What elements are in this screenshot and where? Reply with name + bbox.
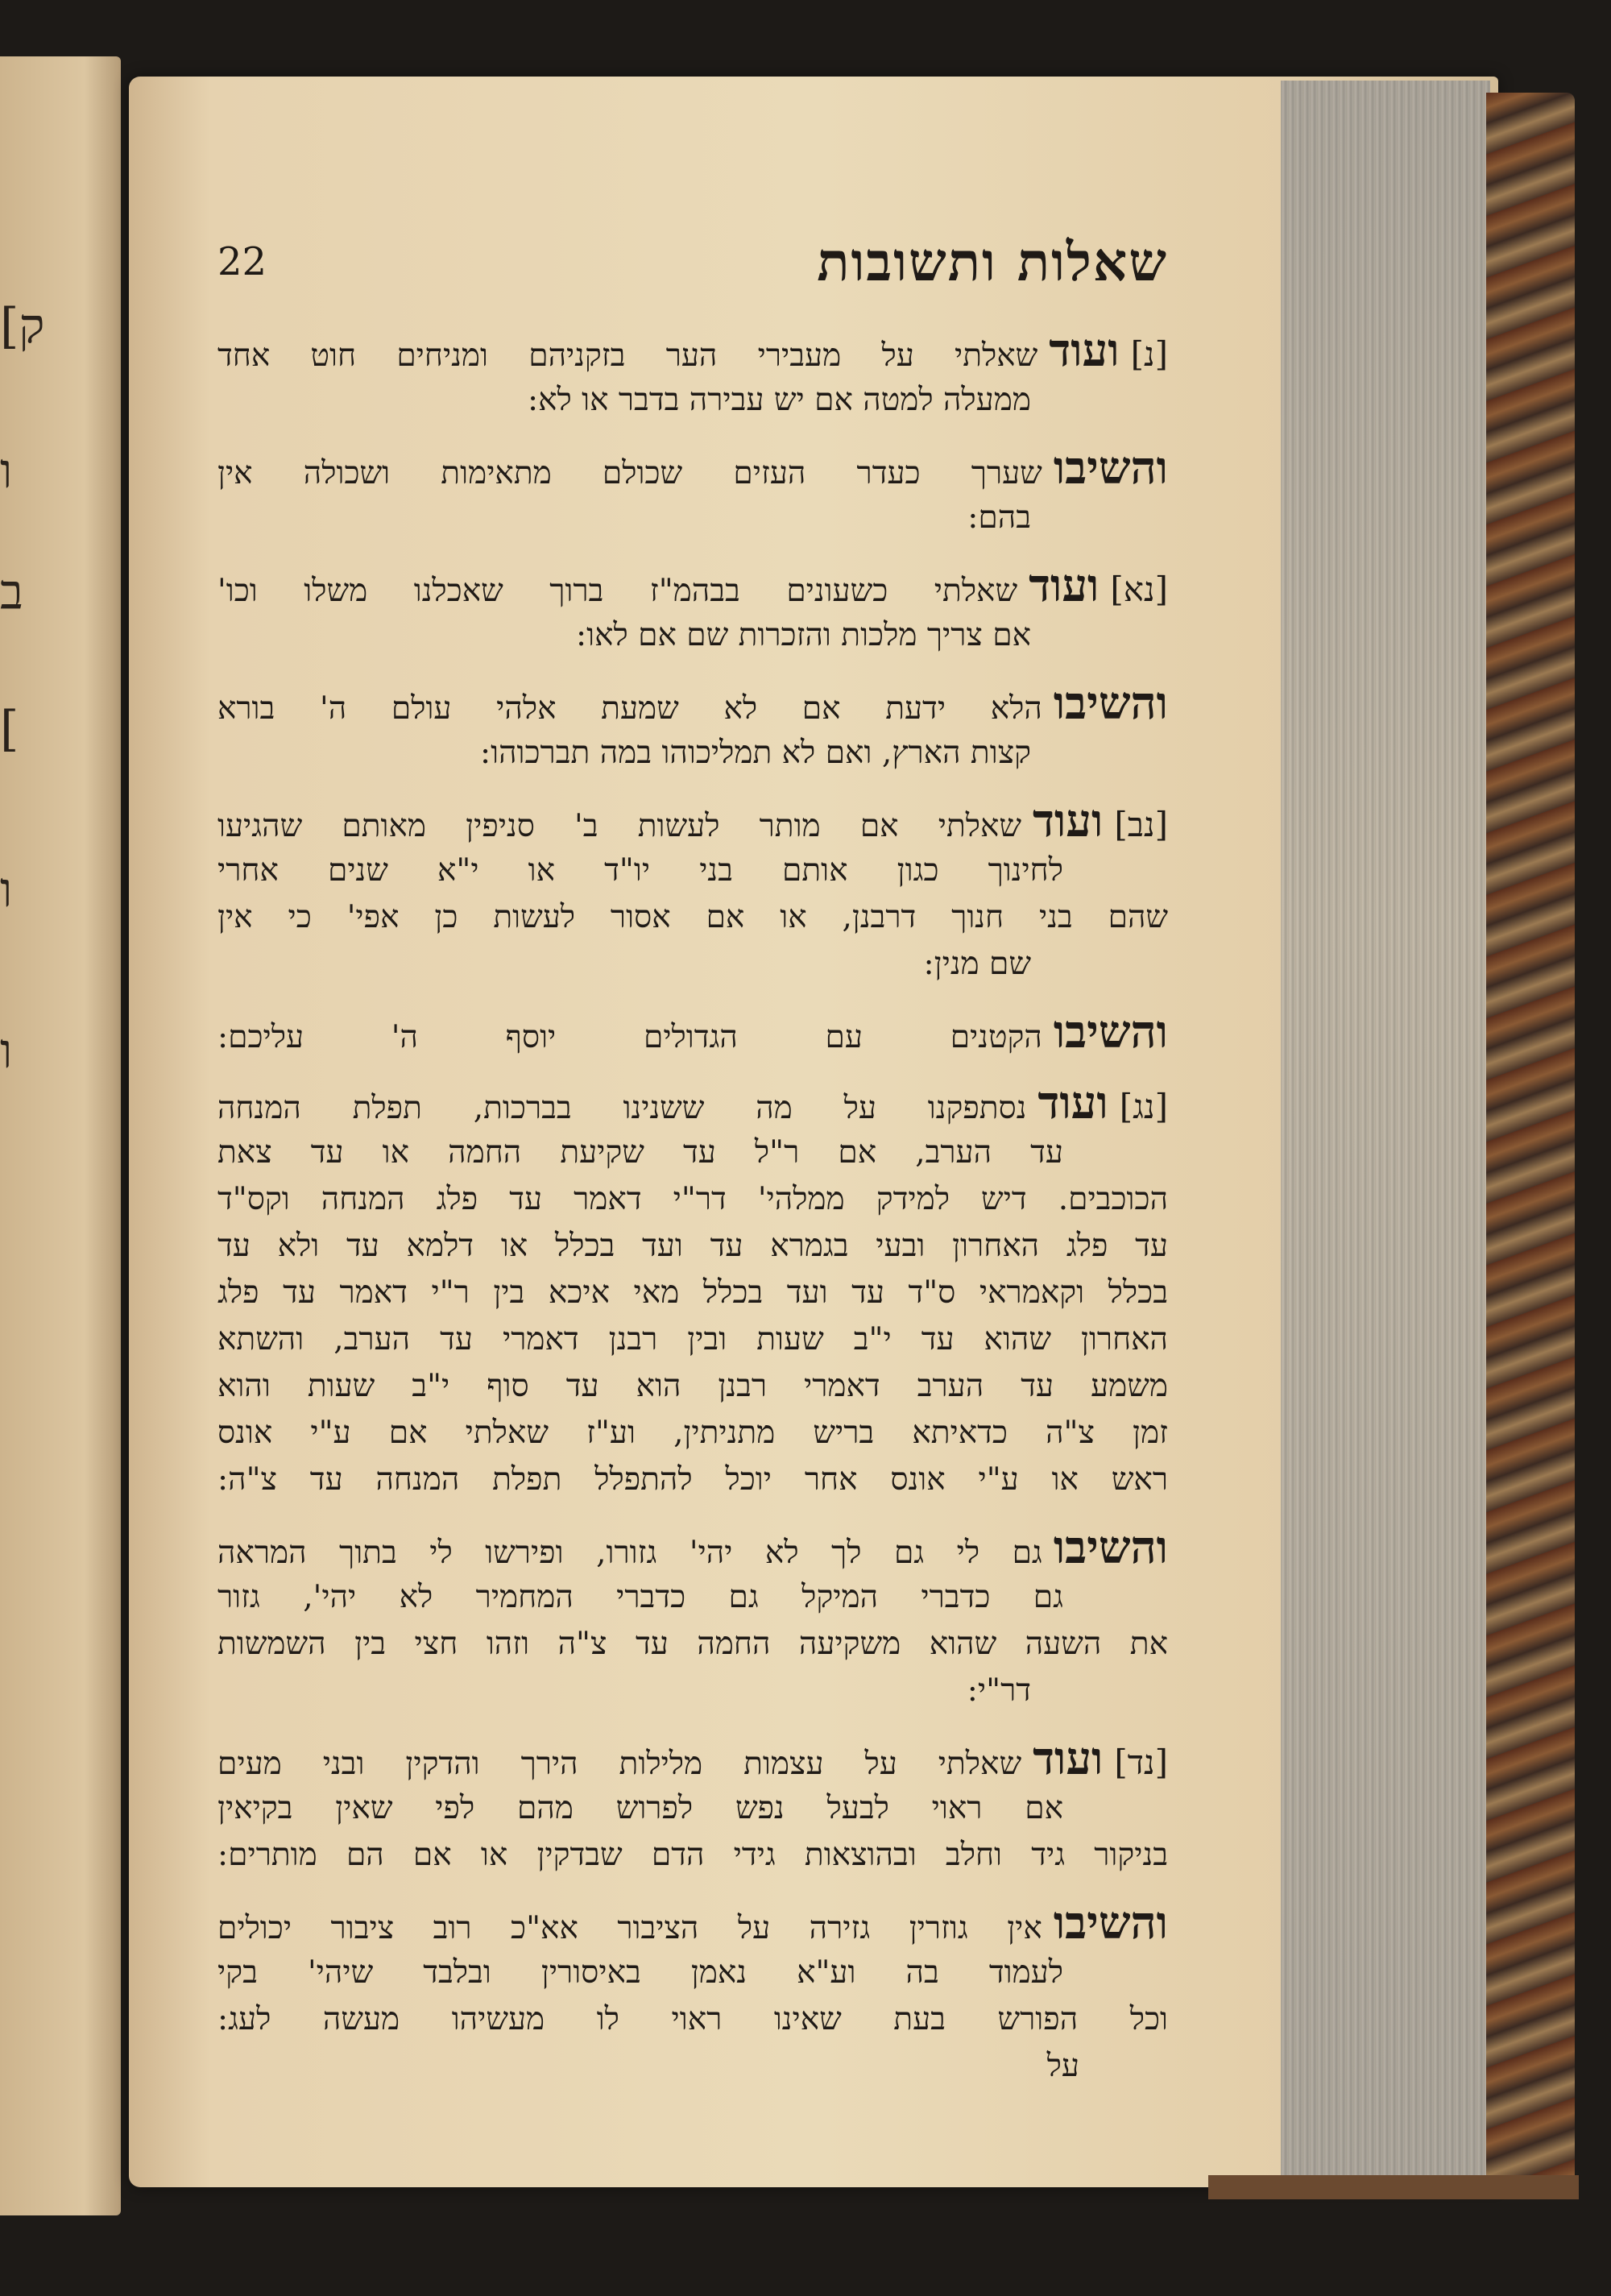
entry-number: [נב] bbox=[1114, 805, 1168, 844]
entry-line: האחרון שהוא עד י"ב שעות ובין רבנן דאמרי עד הערב, והשתא bbox=[217, 1321, 1168, 1357]
entry-line: גם כדברי המיקל גם כדברי המחמיר לא יהי', גזור bbox=[217, 1579, 1063, 1615]
entry-line: הקטנים עם הגדולים יוסף ה' עליכם: bbox=[217, 1019, 1042, 1055]
entry-keyword: והשיבו bbox=[1053, 1005, 1168, 1059]
entry-line: אם ראוי לבעל נפש לפרוש מהם לפי שאין בקיאין bbox=[217, 1790, 1063, 1826]
entry-line: עד הערב, אם ר"ל עד שקיעת החמה או עד צאת bbox=[217, 1134, 1063, 1171]
entry-first-line bbox=[217, 1896, 1168, 1950]
left-fragment: [ק bbox=[0, 298, 45, 354]
entry-line: שערך כעדר העזים שכולם מתאימות ושכולה אין bbox=[217, 455, 1042, 491]
entry-line: שאלתי אם מותר לעשות ב' סניפין מאותם שהגיעו bbox=[217, 808, 1022, 844]
left-fragment: ו bbox=[0, 1023, 13, 1080]
entry-keyword: ועוד bbox=[1033, 794, 1104, 848]
entry-keyword: והשיבו bbox=[1053, 1896, 1168, 1950]
entry-line: ממעלה למטה אם יש עבירה בדבר או לא: bbox=[527, 382, 1031, 418]
entry-line: בכלל וקאמראי ס"ד עד ועד בכלל מאי איכא בין ר"י דאמר עד פלג bbox=[217, 1274, 1168, 1311]
question-entry bbox=[217, 1076, 1168, 1503]
entry-line: בהם: bbox=[967, 499, 1031, 536]
page-fore-edge bbox=[1281, 81, 1490, 2175]
question-entry bbox=[217, 324, 1168, 424]
entries bbox=[217, 324, 1168, 2043]
running-header bbox=[217, 218, 1168, 306]
entry-line: קצות הארץ, ואם לא תמליכוהו במה תברכוהו: bbox=[479, 735, 1031, 771]
entry-first-line bbox=[217, 1005, 1168, 1059]
left-fragment: ב bbox=[0, 564, 23, 620]
answer-entry bbox=[217, 1005, 1168, 1059]
entry-line: לעמוד בה וע"א נאמן באיסורין ובלבד שיהי' בקי bbox=[217, 1954, 1063, 1991]
entry-line: לחינוך כגון אותם בני יו"ד או י"א שנים אחרי bbox=[217, 852, 1063, 889]
entry-keyword: ועוד bbox=[1049, 324, 1120, 377]
entry-line: שאלתי על עצמות מלילות הירך והדקין ובני מעים bbox=[217, 1746, 1022, 1782]
entry-line: הכוכבים. דיש למידק ממלהי' דר"י דאמר עד פלג המנחה וקס"ד bbox=[217, 1181, 1168, 1217]
entry-line: משמע עד הערב דאמרי רבנן הוא עד סוף י"ב שעות והוא bbox=[217, 1368, 1168, 1404]
entry-keyword: והשיבו bbox=[1053, 441, 1168, 495]
entry-line: בניקור גיד וחלב ובהוצאות גידי הדם שבדקין או אם הם מותרים: bbox=[217, 1837, 1168, 1873]
entry-number: [נג] bbox=[1119, 1087, 1168, 1126]
entry-keyword: ועוד bbox=[1037, 1076, 1108, 1129]
entry-line: שם מנין: bbox=[923, 946, 1031, 982]
entry-line: אין גוזרין גזירה על הציבור אא"כ רוב ציבור יכולים bbox=[217, 1910, 1042, 1946]
page-number: 22 bbox=[217, 239, 267, 284]
entry-line: זמן צ"ה כדאיתא בריש מתניתין, וע"ז שאלתי אם ע"י אונס bbox=[217, 1415, 1168, 1451]
entry-line: את השעה שהוא משקיעה החמה עד צ"ה וזהו חצי בין השמשות bbox=[217, 1626, 1168, 1662]
left-fragment: [ bbox=[0, 701, 19, 757]
cover-bottom-edge bbox=[1208, 2175, 1579, 2199]
catchword: על bbox=[1046, 2048, 1079, 2084]
entry-keyword: והשיבו bbox=[1053, 1521, 1168, 1574]
entry-first-line bbox=[217, 677, 1168, 730]
left-fragment: ו bbox=[0, 443, 13, 499]
answer-entry bbox=[217, 677, 1168, 777]
entry-keyword: ועוד bbox=[1029, 559, 1100, 612]
running-title: שאלות ותשובות bbox=[817, 230, 1168, 293]
entry-first-line bbox=[217, 559, 1168, 612]
entry-first-line bbox=[217, 1521, 1168, 1574]
entry-line: שאלתי כשעונים בבהמ"ז ברוך שאכלנו משלו וכו' bbox=[217, 573, 1018, 609]
question-entry bbox=[217, 794, 1168, 988]
entry-line: נסתפקנו על מה ששנינו בברכות, תפלת המנחה bbox=[217, 1090, 1027, 1126]
left-fragment: ו bbox=[0, 862, 13, 918]
entry-first-line bbox=[217, 1732, 1168, 1785]
entry-number: [נד] bbox=[1114, 1743, 1168, 1782]
entry-line: גם לי גם לך לא יהי' גזורו, ופירשו לי בתוך המראה bbox=[217, 1535, 1042, 1571]
entry-line: וכל הפורש בעת שאינו ראוי לו מעשיהו מעשה לעג: bbox=[217, 2001, 1168, 2037]
entry-line: הלא ידעת אם לא שמעת אלהי עולם ה' בורא bbox=[217, 690, 1042, 727]
question-entry bbox=[217, 559, 1168, 659]
entry-first-line bbox=[217, 324, 1168, 377]
entry-first-line bbox=[217, 1076, 1168, 1129]
entry-keyword: ועוד bbox=[1033, 1732, 1104, 1785]
entry-line: עד פלג האחרון ובעי בגמרא עד ועד בכלל או דלמא עד ולא עד bbox=[217, 1228, 1168, 1264]
answer-entry bbox=[217, 441, 1168, 541]
entry-line: ראש או ע"י אונס אחר יוכל להתפלל תפלת המנחה עד צ"ה: bbox=[217, 1461, 1168, 1498]
entry-number: [נא] bbox=[1110, 570, 1168, 609]
entry-line: דר"י: bbox=[967, 1672, 1031, 1709]
entry-line: שאלתי על מעבירי הער בזקניהם ומניחים חוט אחד bbox=[217, 338, 1038, 374]
entry-line: אם צריך מלכות והזכרות שם אם לאו: bbox=[575, 617, 1031, 653]
entry-number: [נ] bbox=[1130, 334, 1168, 374]
left-page bbox=[0, 56, 121, 2215]
answer-entry bbox=[217, 1896, 1168, 2043]
answer-entry bbox=[217, 1521, 1168, 1714]
entry-first-line bbox=[217, 794, 1168, 848]
entry-first-line bbox=[217, 441, 1168, 495]
entry-keyword: והשיבו bbox=[1053, 677, 1168, 730]
entry-line: שהם בני חנוך דרבנן, או אם אסור לעשות כן אפי' כי אין bbox=[217, 899, 1168, 935]
page-text bbox=[217, 218, 1168, 2090]
question-entry bbox=[217, 1732, 1168, 1879]
marbled-cover-board bbox=[1486, 93, 1575, 2195]
